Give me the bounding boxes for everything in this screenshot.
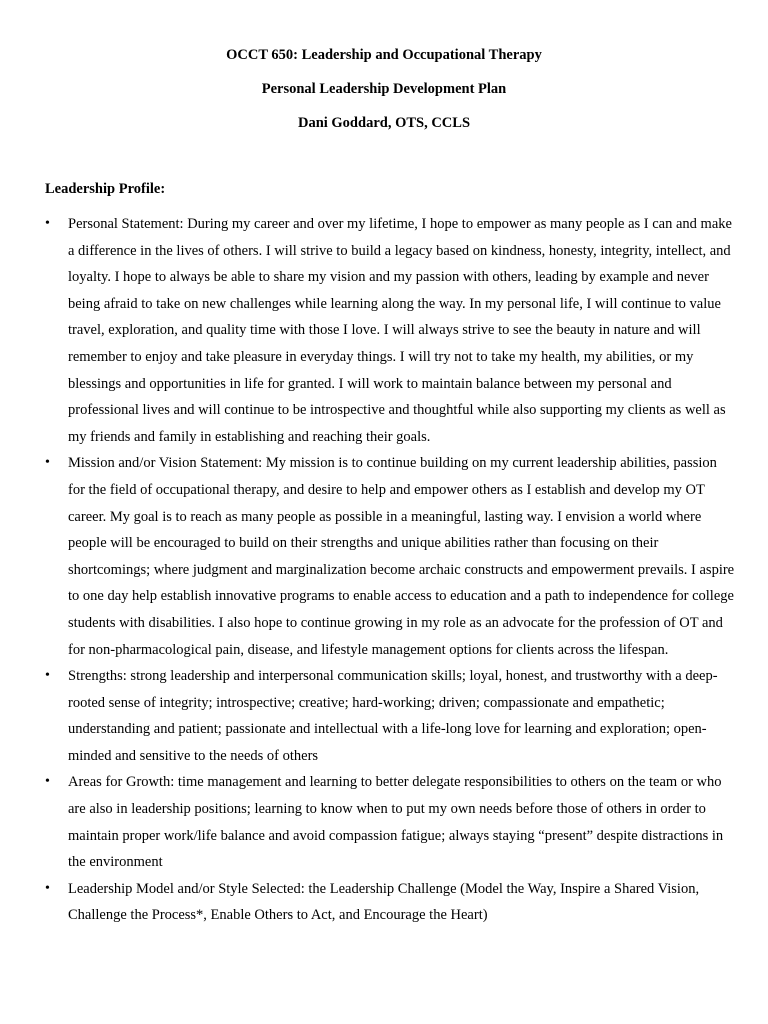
list-item-leadership-model: [45, 876, 735, 929]
bullet-icon: •: [45, 774, 50, 790]
leadership-profile-list: [45, 211, 735, 929]
list-item-strengths: [45, 663, 735, 769]
bullet-icon: •: [45, 455, 50, 471]
list-item-areas-for-growth: [45, 769, 735, 875]
section-heading-leadership-profile: Leadership Profile:: [45, 181, 166, 197]
bullet-icon: •: [45, 216, 50, 231]
list-item-text: Leadership Model and/or Style Selected: the Leadership Challenge (Model the Way, Inspire a Shared Vision, Challenge the Process*, Enable Others to Act, and Encourage the Heart): [68, 880, 700, 924]
bullet-icon: •: [45, 880, 50, 896]
list-item-text: Strengths: strong leadership and interpersonal communication skills; loyal, honest, and trustworthy with a deep-rooted sense of integrity; introspective; creative; hard-working; driven; compassionate and empathetic; understanding and patient; passionate and intellectual with a life-long love for learning and exploration; open-minded and sensitive to the needs of others: [68, 668, 718, 764]
list-item-text: Personal Statement: During my career and over my lifetime, I hope to empower as many people as I can and make a difference in the lives of others. I will strive to build a legacy based on kindness, honesty, integrity, intellect, and loyalty. I hope to always be able to share my vision and my passion with others, leading by example and never being afraid to take on new challenges while learning along the way. In my personal life, I will continue to value travel, exploration, and quality time with those I love. I will always strive to see the beauty in nature and will remember to enjoy and take pleasure in everyday things. I will try not to take my health, my abilities, or my blessings and opportunities in life for granted. I will work to maintain balance between my personal and professional lives and will continue to be introspective and thoughtful while also supporting my clients as well as my friends and family in establishing and reaching their goals.: [68, 216, 732, 445]
list-item-mission-vision: [45, 450, 735, 663]
list-item-text: Mission and/or Vision Statement: My mission is to continue building on my current leadership abilities, passion for the field of occupational therapy, and desire to help and empower others as I establish and develop my OT career. My goal is to reach as many people as possible in a meaningful, lasting way. I envision a world where people will be encouraged to build on their strengths and unique abilities rather than focusing on their shortcomings; where judgment and marginalization become archaic constructs and empowerment prevails. I aspire to one day help establish innovative programs to enable access to education and a path to independence for college students with disabilities. I also hope to continue growing in my role as an advocate for the profession of OT and for non-pharmacological pain, disease, and lifestyle management options for clients across the lifespan.: [68, 455, 735, 658]
course-title: OCCT 650: Leadership and Occupational Therapy: [226, 47, 542, 63]
author-name: Dani Goddard, OTS, CCLS: [297, 115, 471, 131]
list-item-personal-statement: [45, 211, 735, 450]
list-item-text: Areas for Growth: time management and learning to better delegate responsibilities to others on the team or who are also in leadership positions; learning to know when to put my own needs before those of others in order to maintain proper work/life balance and avoid compassion fatigue; always staying “present” despite distractions in the environment: [68, 774, 724, 871]
plan-title: Personal Leadership Development Plan: [261, 81, 507, 97]
bullet-icon: •: [45, 668, 50, 684]
